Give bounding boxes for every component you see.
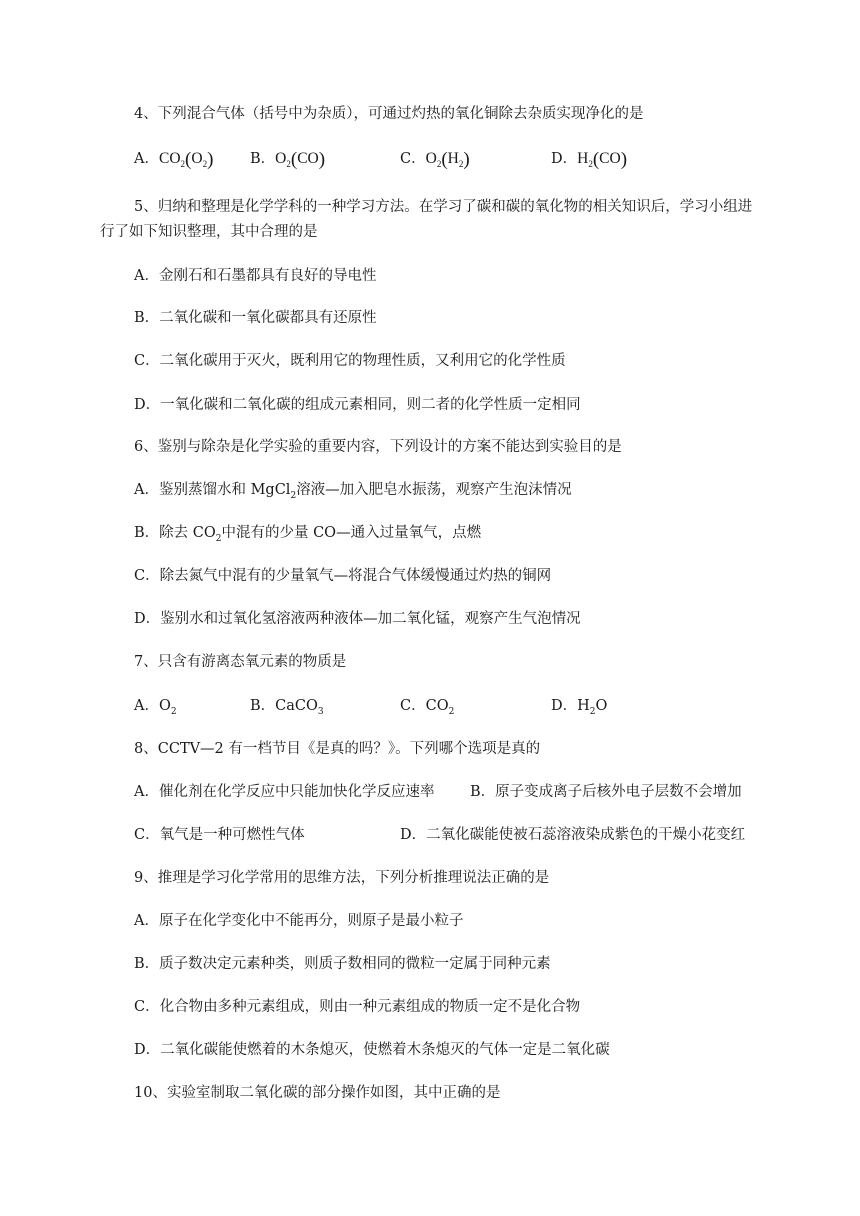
question-9-option-d: D．二氧化碳能使燃着的木条熄灭，使燃着木条熄灭的气体一定是二氧化碳 (134, 1042, 610, 1058)
question-4-stem: 4、下列混合气体（括号中为杂质），可通过灼热的氧化铜除去杂质实现净化的是 (134, 106, 644, 122)
question-10-stem: 10、实验室制取二氧化碳的部分操作如图，其中正确的是 (134, 1085, 501, 1101)
question-9-option-c: C．化合物由多种元素组成，则由一种元素组成的物质一定不是化合物 (134, 999, 581, 1015)
question-8-option-b: B．原子变成离子后核外电子层数不会增加 (470, 784, 742, 800)
question-7-option-a: A．$O_2$ (134, 698, 177, 717)
question-4-option-d: D．$H_2(CO)$ (551, 149, 628, 170)
question-7-option-c: C．$CO_2$ (400, 698, 455, 717)
question-8-stem: 8、CCTV—2 有一档节目《是真的吗？》。下列哪个选项是真的 (134, 741, 541, 757)
question-4-option-c: C．$O_2(H_2)$ (400, 149, 470, 170)
question-8-option-c: C．氧气是一种可燃性气体 (134, 827, 305, 843)
question-5-option-a: A．金刚石和石墨都具有良好的导电性 (134, 268, 377, 284)
question-9-option-a: A．原子在化学变化中不能再分，则原子是最小粒子 (134, 913, 464, 929)
question-6-option-b: B．除去 $CO_2$中混有的少量 CO—通入过量氧气，点燃 (134, 525, 482, 544)
question-5-stem-line-2: 行了如下知识整理，其中合理的是 (100, 224, 318, 240)
question-6-option-c: C．除去氮气中混有的少量氧气—将混合气体缓慢通过灼热的铜网 (134, 568, 552, 584)
question-6-option-d: D．鉴别水和过氧化氢溶液两种液体—加二氧化锰，观察产生气泡情况 (134, 611, 581, 627)
question-5-option-c: C．二氧化碳用于灭火，既利用它的物理性质，又利用它的化学性质 (134, 353, 566, 369)
question-5-option-d: D．一氧化碳和二氧化碳的组成元素相同，则二者的化学性质一定相同 (134, 397, 581, 413)
question-6-option-a: A．鉴别蒸馏水和 MgCl$_2$溶液—加入肥皂水振荡，观察产生泡沫情况 (134, 482, 572, 501)
question-7-option-b: B．CaCO$_3$ (250, 698, 324, 717)
question-8-option-d: D．二氧化碳能使被石蕊溶液染成紫色的干燥小花变红 (400, 827, 746, 843)
question-8-option-a: A．催化剂在化学反应中只能加快化学反应速率 (134, 784, 435, 800)
question-7-stem: 7、只含有游离态氧元素的物质是 (134, 654, 347, 670)
question-9-option-b: B．质子数决定元素种类，则质子数相同的微粒一定属于同种元素 (134, 956, 551, 972)
question-4-option-b: B．$O_2(CO)$ (250, 149, 326, 170)
question-5-stem-line-1: 5、归纳和整理是化学学科的一种学习方法。在学习了碳和碳的氧化物的相关知识后，学习小组进 (134, 199, 753, 215)
question-5-option-b: B．二氧化碳和一氧化碳都具有还原性 (134, 310, 377, 326)
question-9-stem: 9、推理是学习化学常用的思维方法，下列分析推理说法正确的是 (134, 870, 550, 886)
question-6-stem: 6、鉴别与除杂是化学实验的重要内容，下列设计的方案不能达到实验目的是 (134, 439, 622, 455)
question-7-option-d: D．$H_2O$ (551, 698, 608, 717)
question-4-option-a: A．$CO_2(O_2)$ (134, 149, 214, 170)
